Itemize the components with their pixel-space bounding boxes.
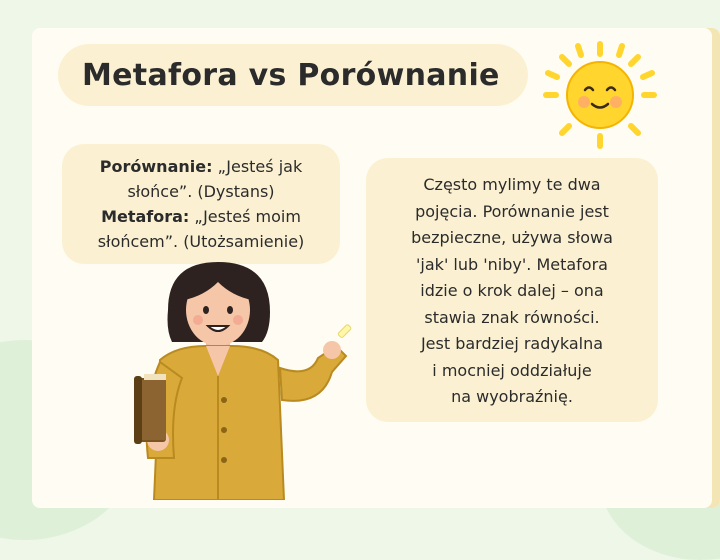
explanation-line: bezpieczne, używa słowa [411,228,613,247]
explanation-line: Często mylimy te dwa [423,175,601,194]
book-icon [130,370,180,450]
metaphor-example: „Jesteś moim słońcem”. (Utożsamienie) [97,207,305,251]
page-title: Metafora vs Porównanie [82,58,500,93]
explanation-line: na wyobraźnię. [451,387,573,406]
explanation-line: pojęcia. Porównanie jest [415,201,609,221]
definition-text [66,154,336,254]
chalk-icon [334,322,358,346]
explanation-line: Jest bardziej radykalna [420,334,604,353]
explanation-line: idzie o krok dalej – ona [420,281,604,300]
explanation-line: i mocniej oddziałuje [432,360,592,380]
comparison-example: „Jesteś jak słońce”. (Dystans) [127,157,303,201]
metaphor-label: Metafora: [101,207,190,226]
explanation-line: 'jak' lub 'niby'. Metafora [416,254,608,274]
explanation-line: stawia znak równości. [424,307,600,327]
smiling-sun-icon [540,40,660,150]
explanation-text [380,172,644,411]
comparison-label: Porównanie: [99,157,213,176]
